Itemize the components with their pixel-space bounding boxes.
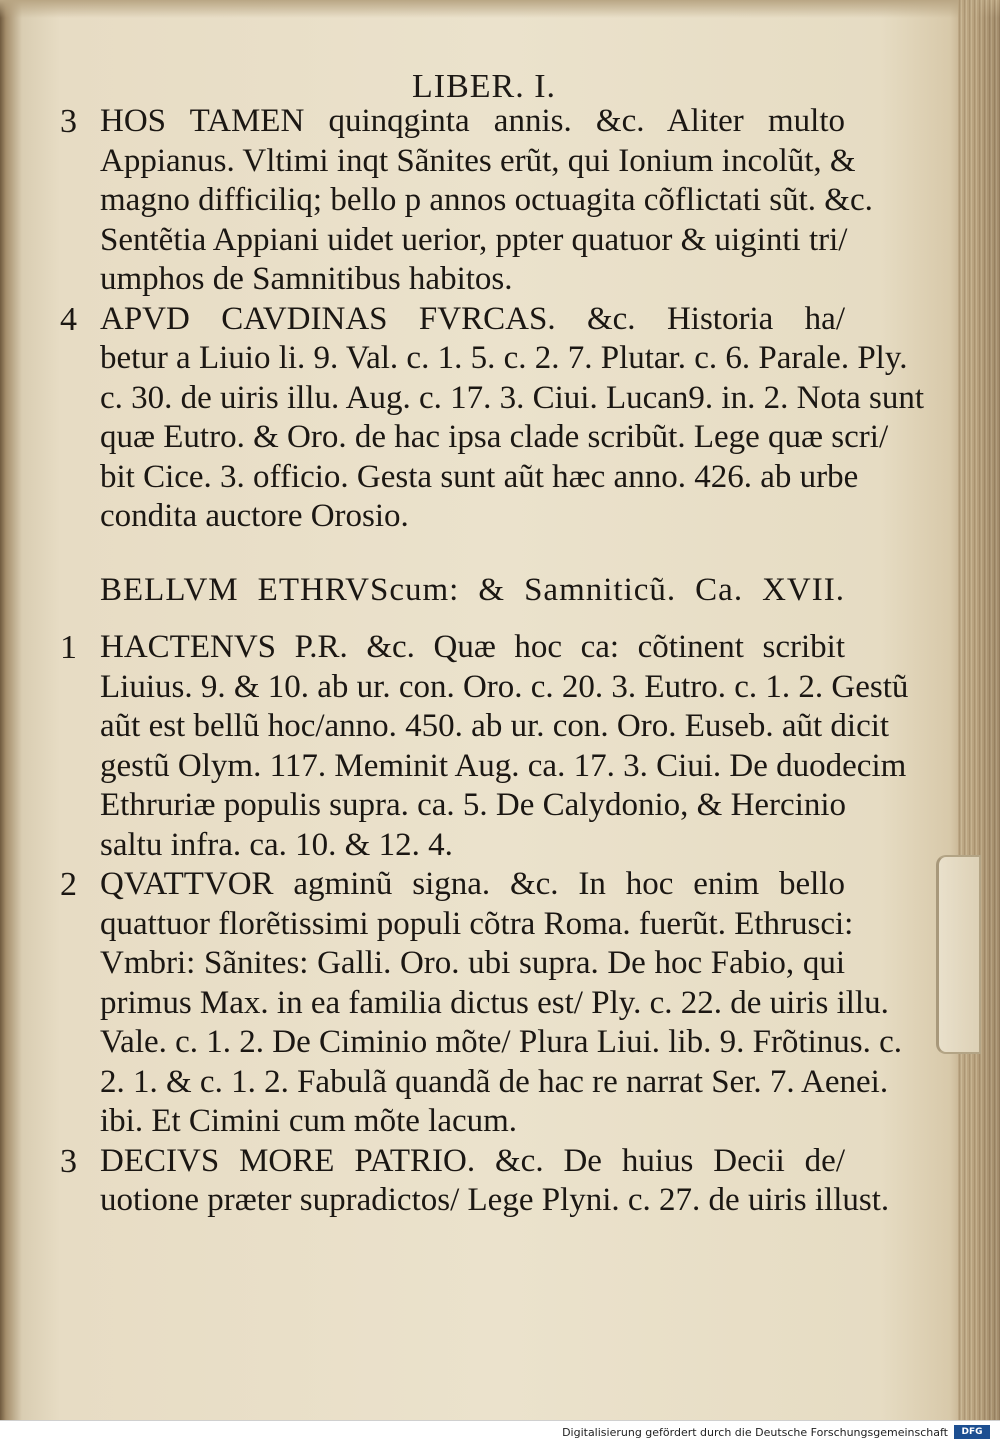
note (60, 628, 909, 865)
text-line: uotione præter supradictos/ Lege Plyni. c. 27. de uiris illust. (100, 1182, 890, 1218)
text-line: Ethruriæ populis supra. ca. 5. De Calydonio, & Hercinio (100, 787, 847, 823)
text-line: c. 30. de uiris illu. Aug. c. 17. 3. Ciui. Lucan9. in. 2. Nota sunt (100, 379, 925, 416)
text-line: quæ Eutro. & Oro. de hac ipsa clade scribũt. Lege quæ scri/ (100, 419, 889, 455)
text-line: umphos de Samnitibus habitos. (100, 261, 513, 297)
text-line: aũt est bellũ hoc/anno. 450. ab ur. con. Oro. Euseb. aũt dicit (100, 708, 890, 744)
text-line: primus Max. in ea familia dictus est/ Ply. c. 22. de uiris illu. (100, 984, 889, 1021)
text-line: betur a Liuio li. 9. Val. c. 1. 5. c. 2. 7. Plutar. c. 6. Parale. Ply. (100, 340, 908, 376)
text-line: quattuor florẽtissimi populi cõtra Roma. fuerũt. Ethrusci: (100, 905, 854, 942)
text-line: HACTENVS P.R. &c. Quæ hoc ca: cõtinent scribit (100, 629, 845, 665)
page-edges (958, 0, 1000, 1420)
text-line: Vale. c. 1. 2. De Ciminio mõte/ Plura Liui. lib. 9. Frõtinus. c. (100, 1024, 903, 1060)
text-line: Liuius. 9. & 10. ab ur. con. Oro. c. 20. 3. Eutro. c. 1. 2. Gestũ (100, 668, 909, 705)
text-line: HOS TAMEN quinqginta annis. &c. Aliter multo (100, 103, 845, 139)
text-line: condita auctore Orosio. (100, 498, 409, 534)
text-line: QVATTVOR agminũ signa. &c. In hoc enim bello (100, 866, 845, 902)
digitization-footer (0, 1420, 1000, 1444)
text-line: magno difficiliq; bello p annos octuagita cõflictati sũt. &c. (100, 182, 873, 218)
text-line: APVD CAVDINAS FVRCAS. &c. Historia ha/ (100, 300, 845, 337)
book-clasp (936, 855, 981, 1054)
note (60, 865, 903, 1142)
dfg-logo: DFG (954, 1425, 990, 1439)
text-line: saltu infra. ca. 10. & 12. 4. (100, 826, 453, 863)
chapter-heading: BELLVM ETHRVScum: & Samniticũ. Ca. XVII. (100, 571, 845, 608)
running-header: LIBER. I. (412, 68, 557, 105)
text-line: Vmbri: Sãnites: Galli. Oro. ubi supra. De hoc Fabio, qui (100, 945, 845, 981)
text-line: 2. 1. & c. 1. 2. Fabulã quandã de hac re narrat Ser. 7. Aenei. (100, 1063, 889, 1100)
text-line: gestũ Olym. 117. Meminit Aug. ca. 17. 3. Ciui. De duodecim (100, 747, 907, 784)
text-line: bit Cice. 3. officio. Gesta sunt aũt hæc anno. 426. ab urbe (100, 458, 859, 495)
notes-group-a (60, 102, 925, 537)
text-line: Appianus. Vltimi inqt Sãnites erũt, qui Ionium incolũt, & (100, 142, 856, 179)
note (60, 1142, 890, 1221)
note-number: 4 (60, 300, 77, 338)
note-number: 1 (60, 629, 77, 666)
text-line: DECIVS MORE PATRIO. &c. De huius Decii de/ (100, 1142, 845, 1179)
commentary-text (60, 102, 925, 1221)
footer-credit: Digitalisierung gefördert durch die Deutsche Forschungsgemeinschaft (562, 1426, 948, 1439)
page-top-shadow (0, 0, 1000, 18)
note-number: 2 (60, 866, 77, 903)
text-line: ibi. Et Cimini cum mõte lacum. (100, 1103, 518, 1139)
note-number: 3 (60, 103, 77, 140)
notes-group-b (60, 628, 909, 1221)
note-number: 3 (60, 1142, 77, 1180)
text-line: Sentẽtia Appiani uidet uerior, ppter quatuor & uiginti tri/ (100, 221, 848, 258)
note (60, 102, 873, 300)
note (60, 300, 925, 537)
